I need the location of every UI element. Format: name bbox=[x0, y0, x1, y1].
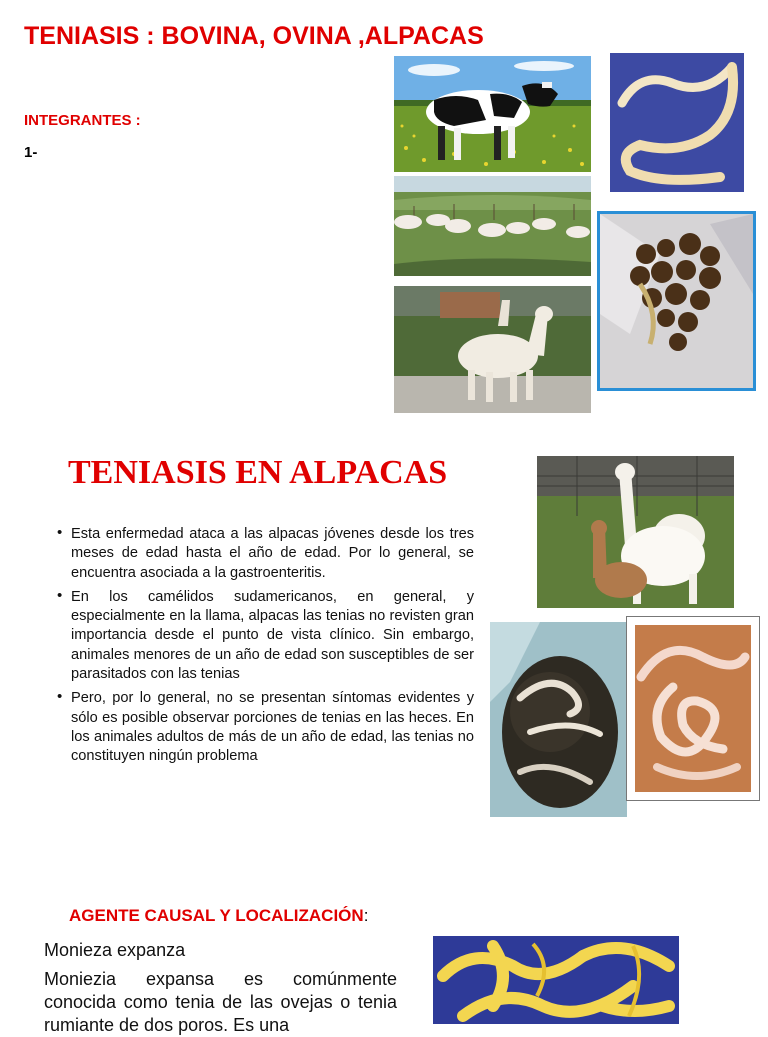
yellow-tapeworm-photo bbox=[433, 936, 679, 1024]
agente-heading bbox=[69, 906, 368, 926]
tapeworm-photo bbox=[610, 53, 744, 192]
alpacas-section-heading: TENIASIS EN ALPACAS bbox=[68, 454, 448, 491]
member-1: 1- bbox=[24, 144, 38, 161]
alpacas-photo-1 bbox=[394, 286, 591, 413]
agente-heading-colon: : bbox=[363, 906, 369, 925]
cow-photo bbox=[394, 56, 591, 172]
sheep-photo bbox=[394, 176, 591, 276]
feces-photo bbox=[597, 211, 756, 391]
bullet-item: • Esta enfermedad ataca a las alpacas jóvenes desde los tres meses de edad hasta el año de edad. Por lo general, se encuentra asociada a la gastroenteritis. bbox=[56, 525, 474, 583]
worm-feces-photo bbox=[490, 622, 627, 817]
integrantes-label: INTEGRANTES : bbox=[24, 112, 141, 129]
page-title: TENIASIS : BOVINA, OVINA ,ALPACAS bbox=[24, 22, 484, 50]
agente-paragraph: Moniezia expansa es comúnmente conocida como tenia de las ovejas o tenia rumiante de dos poros. Es una bbox=[44, 969, 397, 1035]
alpacas-bullet-list bbox=[56, 525, 474, 772]
bullet-item: • Pero, por lo general, no se presentan síntomas evidentes y sólo es posible observar porciones de tenias en las heces. En los animales adultos de más de un año de edad, las tenias no constituyen ningún problema bbox=[56, 689, 474, 766]
coiled-worm-photo bbox=[626, 616, 760, 801]
alpacas-photo-2 bbox=[537, 456, 734, 608]
species-name: Monieza expanza bbox=[44, 940, 186, 960]
agente-heading-text: AGENTE CAUSAL Y LOCALIZACIÓN bbox=[69, 906, 364, 925]
bullet-item: • En los camélidos sudamericanos, en general, y especialmente en la llama, alpacas las tenias no revisten gran importancia desde el punto de vista clínico. Sin embargo, animales menores de un año de edad son susceptibles de ser parasitados con las tenias bbox=[56, 588, 474, 684]
